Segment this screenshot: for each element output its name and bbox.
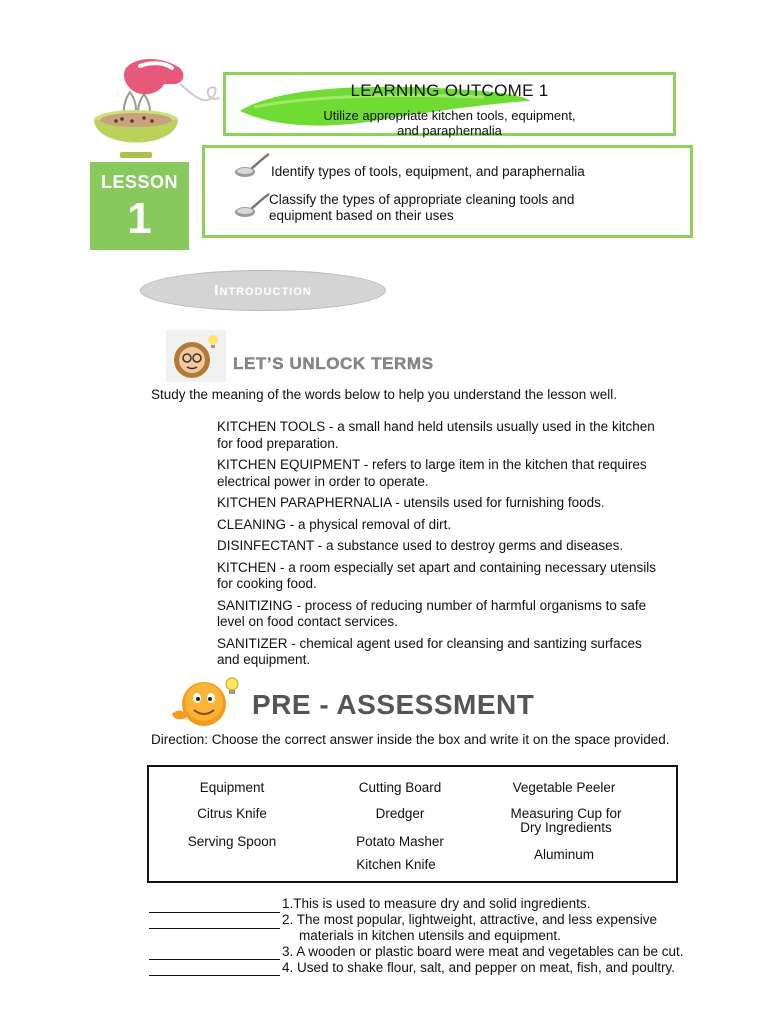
answer-blank[interactable]: [149, 928, 280, 929]
choice-item: Aluminum: [533, 847, 595, 862]
learning-outcome-subtitle-line2: and paraphernalia: [397, 123, 502, 138]
term-item: [217, 538, 727, 555]
answer-choices-box: [147, 765, 678, 883]
smiley-lightbulb-icon: [166, 674, 244, 730]
term-item: [217, 560, 727, 593]
introduction-banner: [140, 270, 386, 311]
objective-2-line1: Classify the types of appropriate cleaning tools and: [269, 192, 575, 207]
learning-outcome-subtitle-line1: Utilize appropriate kitchen tools, equipment,: [323, 108, 576, 123]
question-4: 4. Used to shake flour, salt, and pepper on meat, fish, and poultry.: [282, 960, 675, 975]
answer-blank[interactable]: [149, 975, 280, 976]
objective-1-line1: Identify types of tools, equipment, and paraphernalia: [271, 164, 585, 179]
choice-item: Cutting Board: [358, 780, 442, 795]
study-instruction: Study the meaning of the words below to help you understand the lesson well.: [151, 387, 618, 402]
objective-1: [271, 164, 585, 180]
term-line: KITCHEN EQUIPMENT - refers to large item in the kitchen that requires: [217, 457, 647, 472]
term-item: [217, 457, 727, 490]
lesson-number: 1: [127, 194, 152, 243]
ladle-icon: [233, 152, 271, 178]
choice-item: Measuring Cup for: [510, 806, 622, 821]
choice-item: Vegetable Peeler: [512, 780, 616, 795]
term-line: SANITIZER - chemical agent used for cleansing and santizing surfaces: [217, 635, 642, 651]
introduction-label: Introduction: [214, 282, 312, 299]
objectives-box: [202, 145, 693, 238]
lesson-tile: [90, 162, 189, 250]
term-line: electrical power in order to operate.: [217, 473, 429, 489]
term-item: [217, 419, 727, 452]
lesson-label: LESSON: [100, 172, 178, 192]
objective-2: [269, 192, 574, 224]
question-2-line1: 2. The most popular, lightweight, attractive, and less expensive: [282, 912, 657, 927]
choice-item: Potato Masher: [356, 834, 444, 849]
question-2-line2: materials in kitchen utensils and equipment.: [299, 928, 561, 943]
term-line: CLEANING - a physical removal of dirt.: [217, 516, 452, 532]
answer-blank[interactable]: [149, 959, 280, 960]
thinking-character-icon: [166, 330, 226, 382]
term-line: level on food contact services.: [217, 614, 398, 629]
question-3: 3. A wooden or plastic board were meat and vegetables can be cut.: [282, 944, 684, 959]
choice-item: Equipment: [199, 780, 265, 795]
term-line: KITCHEN TOOLS - a small hand held utensils usually used in the kitchen: [217, 419, 655, 434]
term-line: SANITIZING - process of reducing number of harmful organisms to safe: [217, 597, 647, 613]
objective-2-line2: equipment based on their uses: [269, 208, 454, 223]
term-item: [217, 495, 727, 512]
choice-item: Serving Spoon: [187, 834, 277, 849]
term-item: [217, 517, 727, 534]
choice-item: Citrus Knife: [197, 806, 267, 821]
direction-text: Direction: Choose the correct answer inside the box and write it on the space provided.: [151, 732, 670, 747]
unlock-terms-heading: LET’S UNLOCK TERMS: [233, 354, 434, 373]
term-line: for cooking food.: [217, 576, 317, 591]
choice-item: Kitchen Knife: [356, 857, 436, 872]
ladle-icon: [233, 192, 271, 218]
choice-item: Dredger: [375, 806, 425, 821]
term-item: [217, 636, 727, 669]
learning-outcome-box: [223, 72, 676, 136]
term-item: [217, 598, 727, 631]
term-line: DISINFECTANT - a substance used to destroy germs and diseases.: [217, 538, 624, 553]
term-line: KITCHEN PARAPHERNALIA - utensils used for furnishing foods.: [217, 495, 605, 510]
question-1: 1.This is used to measure dry and solid ingredients.: [282, 896, 591, 911]
term-line: for food preparation.: [217, 435, 339, 451]
answer-blank[interactable]: [149, 912, 280, 913]
choice-item: Dry Ingredients: [520, 820, 612, 835]
question-2: [282, 912, 657, 944]
terms-list: [217, 419, 727, 674]
term-line: and equipment.: [217, 652, 311, 667]
pre-assessment-heading: PRE - ASSESSMENT: [252, 689, 535, 720]
term-line: KITCHEN - a room especially set apart and containing necessary utensils: [217, 559, 656, 575]
learning-outcome-title: LEARNING OUTCOME 1: [350, 81, 549, 100]
